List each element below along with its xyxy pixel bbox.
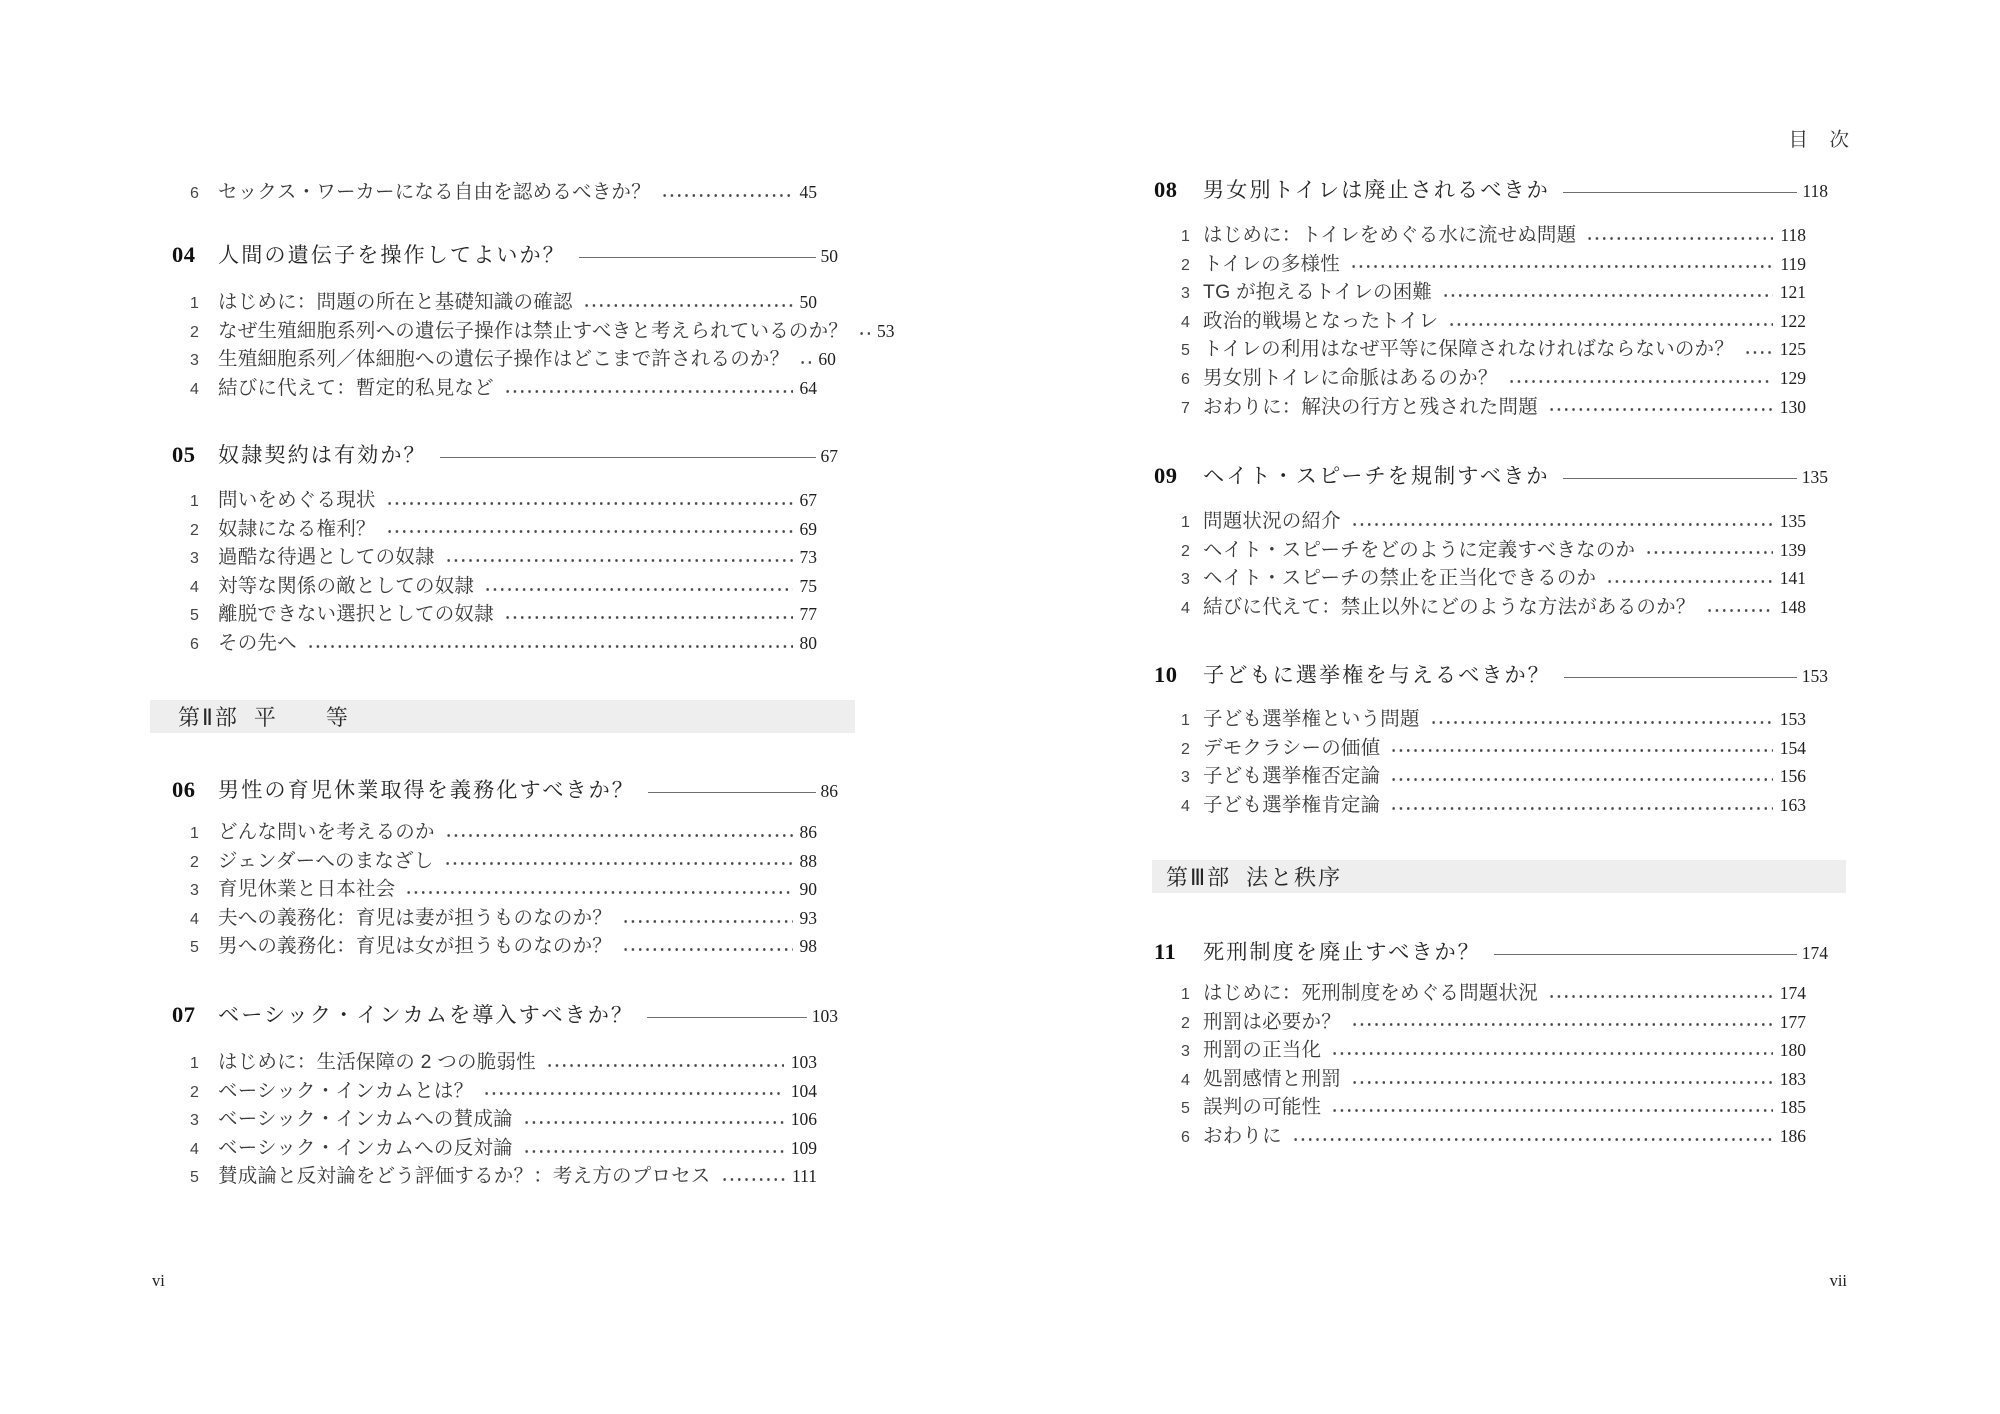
dot-leader (386, 529, 793, 534)
entry-title: ベーシック・インカムへの賛成論 (218, 1108, 513, 1131)
part-heading (1152, 860, 1846, 893)
entry-page: 90 (799, 879, 817, 900)
entry-number: 5 (1181, 1100, 1190, 1118)
chapter-heading (1154, 658, 1828, 692)
chapter-items (172, 818, 838, 961)
chapter-title: 男女別トイレは廃止されるべきか (1203, 179, 1550, 202)
entry-page: 180 (1779, 1040, 1806, 1061)
entry-title: 結びに代えて：暫定的私見など (218, 376, 494, 399)
heading-rule (1563, 192, 1798, 193)
dot-leader (445, 833, 793, 838)
dot-leader (1508, 379, 1773, 384)
toc-entry (172, 178, 838, 207)
entry-title: はじめに：死刑制度をめぐる問題状況 (1203, 982, 1538, 1004)
dot-leader (1390, 777, 1772, 782)
chapter-heading (1154, 459, 1828, 493)
chapter-number: 11 (1154, 939, 1177, 964)
chapter-title: ベーシック・インカムを導入すべきか？ (218, 1004, 635, 1027)
entry-number: 3 (1181, 571, 1190, 589)
toc-entry (1154, 507, 1828, 536)
entry-page: 64 (799, 377, 817, 398)
entry-title: ヘイト・スピーチをどのように定義すべきなのか (1203, 538, 1636, 561)
entry-number: 5 (1181, 342, 1190, 360)
entry-title: 対等な関係の敵としての奴隷 (218, 574, 475, 597)
page-number-left: vi (152, 1271, 165, 1290)
dot-leader (622, 947, 792, 952)
toc-entry (172, 1162, 838, 1191)
entry-title: その先へ (218, 631, 297, 654)
chapter-page: 103 (811, 1006, 838, 1026)
entry-number: 6 (190, 635, 199, 653)
entry-title: 処罰感情と刑罰 (1203, 1067, 1341, 1090)
dot-leader (583, 303, 793, 308)
entry-title: 生殖細胞系列／体細胞への遺伝子操作はどこまで許されるのか？ (218, 348, 790, 371)
entry-title: 夫への義務化：育児は妻が担うものなのか？ (218, 906, 613, 929)
entry-page: 118 (1780, 225, 1806, 245)
dot-leader (1350, 264, 1773, 269)
entry-page: 183 (1779, 1068, 1806, 1089)
chapter-number: 04 (172, 242, 196, 267)
chapter-items (1154, 507, 1828, 621)
entry-title: 過酷な待遇としての奴隷 (218, 546, 435, 569)
entry-page: 111 (792, 1166, 817, 1187)
entry-title: トイレの多様性 (1203, 252, 1340, 275)
entry-number: 5 (190, 1169, 199, 1187)
entry-number: 4 (190, 910, 199, 928)
chapter-items (1154, 221, 1828, 421)
chapter-number: 07 (172, 1002, 196, 1027)
entry-page: 129 (1779, 367, 1806, 388)
entry-page: 75 (799, 575, 817, 596)
dot-leader (1744, 350, 1773, 355)
entry-page: 88 (799, 850, 817, 871)
entry-page: 103 (790, 1052, 817, 1072)
entry-title: 育児休業と日本社会 (218, 878, 396, 901)
dot-leader (307, 644, 793, 649)
entry-title: なぜ生殖細胞系列への遺伝子操作は禁止すべきと考えられているのか？ (218, 319, 849, 342)
chapter-page: 118 (1802, 181, 1828, 201)
dot-leader (1548, 994, 1773, 999)
chapter-heading (172, 438, 838, 472)
entry-title: 刑罰は必要か？ (1203, 1010, 1341, 1033)
part-heading (150, 700, 855, 733)
dot-leader (445, 558, 793, 563)
entry-number: 1 (1181, 986, 1190, 1003)
toc-entry (172, 600, 838, 629)
toc-entry (172, 818, 838, 847)
entry-number: 1 (190, 1055, 199, 1072)
entry-page: 98 (799, 936, 817, 957)
entry-number: 3 (190, 1112, 199, 1130)
entry-title: デモクラシーの価値 (1203, 736, 1381, 759)
entry-title: 政治的戦場となったトイレ (1203, 309, 1439, 332)
entry-page: 69 (799, 518, 817, 539)
entry-title: ベーシック・インカムとは？ (218, 1079, 474, 1102)
entry-number: 3 (190, 352, 199, 370)
entry-page: 153 (1779, 709, 1806, 729)
toc-entry (172, 1105, 838, 1134)
dot-leader (483, 1091, 783, 1096)
entry-number: 2 (190, 1083, 199, 1101)
chapter-page: 67 (820, 446, 838, 466)
chapter-heading (1154, 935, 1828, 969)
entry-number: 4 (1181, 599, 1190, 617)
chapter-page: 135 (1801, 467, 1828, 487)
toc-entry (1154, 734, 1828, 763)
chapter-items (172, 288, 895, 402)
entry-page: 122 (1779, 310, 1806, 331)
entry-title: はじめに：トイレをめぐる水に流せぬ問題 (1203, 224, 1577, 246)
entry-title: 誤判の可能性 (1203, 1096, 1322, 1119)
heading-rule (647, 1017, 807, 1018)
chapter-heading (172, 998, 838, 1032)
entry-title: セックス・ワーカーになる自由を認めるべきか？ (218, 181, 651, 203)
chapter-title: 男性の育児休業取得を義務化すべきか？ (218, 779, 635, 802)
continued-items (172, 178, 838, 207)
entry-number: 3 (190, 882, 199, 900)
entry-number: 1 (190, 295, 199, 312)
entry-number: 5 (190, 607, 199, 625)
toc-entry (1154, 1036, 1828, 1065)
chapter-title: 死刑制度を廃止すべきか？ (1203, 941, 1481, 964)
entry-title: 問いをめぐる現状 (218, 489, 376, 511)
toc-entry (1154, 564, 1828, 593)
entry-number: 3 (1181, 1043, 1190, 1061)
entry-page: 45 (799, 182, 817, 202)
dot-leader (661, 193, 793, 198)
entry-page: 156 (1779, 766, 1806, 787)
chapter-heading (172, 238, 838, 272)
toc-entry (1154, 221, 1828, 250)
entry-title: ジェンダーへのまなざし (218, 849, 434, 872)
chapter-page: 174 (1801, 943, 1828, 963)
entry-page: 53 (877, 320, 895, 341)
toc-entry (172, 543, 838, 572)
chapter-number: 10 (1154, 662, 1178, 687)
entry-page: 139 (1779, 539, 1806, 560)
toc-entry (172, 1048, 838, 1077)
entry-title: 子ども選挙権という問題 (1203, 708, 1420, 730)
chapter-page: 153 (1801, 666, 1828, 686)
chapter-items (172, 486, 838, 658)
entry-page: 154 (1779, 737, 1806, 758)
dot-leader (504, 389, 793, 394)
entry-number: 6 (190, 185, 199, 202)
entry-title: どんな問いを考えるのか (218, 821, 435, 843)
entry-title: TG が抱えるトイレの困難 (1203, 281, 1433, 304)
toc-entry (172, 345, 838, 374)
entry-number: 7 (1181, 399, 1190, 417)
dot-leader (1586, 236, 1773, 241)
entry-title: はじめに：生活保障の 2 つの脆弱性 (218, 1051, 536, 1073)
chapter-title: ヘイト・スピーチを規制すべきか (1203, 465, 1550, 488)
dot-leader (523, 1149, 784, 1154)
toc-entry (1154, 364, 1828, 393)
entry-page: 119 (1780, 253, 1806, 274)
entry-page: 93 (799, 907, 817, 928)
toc-entry (172, 486, 838, 515)
chapter-items (1154, 979, 1828, 1151)
entry-page: 80 (799, 632, 817, 653)
entry-number: 4 (1181, 797, 1190, 815)
entry-number: 4 (1181, 313, 1190, 331)
chapter-number: 08 (1154, 177, 1178, 202)
entry-number: 1 (190, 493, 199, 510)
dot-leader (484, 587, 792, 592)
entry-number: 4 (1181, 1071, 1190, 1089)
toc-entry (172, 572, 838, 601)
toc-entry (1154, 705, 1828, 734)
toc-entry (172, 1077, 838, 1106)
toc-entry (1154, 393, 1828, 422)
heading-rule (1563, 478, 1797, 479)
toc-entry (172, 629, 838, 658)
chapter-items (1154, 705, 1828, 819)
entry-number: 1 (190, 825, 199, 842)
dot-leader (1331, 1108, 1773, 1113)
dot-leader (799, 360, 811, 365)
entry-page: 163 (1779, 794, 1806, 815)
entry-title: おわりに：解決の行方と残された問題 (1203, 395, 1538, 418)
chapter-title: 奴隷契約は有効か？ (218, 444, 427, 467)
entry-title: 賛成論と反対論をどう評価するか？：考え方のプロセス (218, 1165, 711, 1188)
dot-leader (721, 1177, 786, 1182)
toc-entry (172, 288, 838, 317)
dot-leader (1448, 322, 1772, 327)
entry-page: 73 (799, 547, 817, 568)
entry-title: ヘイト・スピーチの禁止を正当化できるのか (1203, 567, 1597, 590)
entry-page: 148 (1779, 596, 1806, 617)
heading-rule (1494, 954, 1797, 955)
toc-entry (1154, 536, 1828, 565)
toc-entry (1154, 250, 1828, 279)
entry-title: 奴隷になる権利？ (218, 517, 376, 540)
entry-number: 2 (190, 323, 199, 341)
entry-number: 2 (1181, 542, 1190, 560)
entry-number: 1 (1181, 228, 1190, 245)
entry-number: 2 (1181, 1014, 1190, 1032)
toc-entry (172, 515, 838, 544)
toc-entry (1154, 593, 1828, 622)
entry-number: 2 (190, 521, 199, 539)
entry-title: 結びに代えて：禁止以外にどのような方法があるのか？ (1203, 595, 1696, 618)
entry-page: 104 (790, 1080, 817, 1101)
entry-title: はじめに：問題の所在と基礎知識の確認 (218, 291, 573, 313)
entry-page: 121 (1779, 282, 1806, 303)
entry-page: 109 (790, 1137, 817, 1158)
entry-page: 177 (1779, 1011, 1806, 1032)
entry-number: 2 (1181, 256, 1190, 274)
entry-page: 135 (1779, 511, 1806, 531)
toc-entry (1154, 278, 1828, 307)
entry-title: 男女別トイレに命脈はあるのか？ (1203, 366, 1498, 389)
dot-leader (444, 861, 793, 866)
chapter-number: 05 (172, 442, 196, 467)
entry-number: 3 (190, 550, 199, 568)
entry-title: おわりに (1203, 1124, 1282, 1147)
toc-entry (1154, 791, 1828, 820)
entry-page: 130 (1779, 396, 1806, 417)
entry-page: 185 (1779, 1097, 1806, 1118)
dot-leader (546, 1063, 784, 1068)
running-head-toc: 目 次 (1788, 129, 1850, 151)
entry-page: 125 (1779, 339, 1806, 360)
heading-rule (648, 792, 816, 793)
entry-page: 106 (790, 1109, 817, 1130)
toc-entry (172, 904, 838, 933)
chapter-page: 86 (820, 781, 838, 801)
chapter-title: 子どもに選挙権を与えるべきか？ (1203, 664, 1551, 687)
entry-number: 1 (1181, 514, 1190, 531)
entry-title: 離脱できない選択としての奴隷 (218, 603, 494, 626)
dot-leader (405, 890, 792, 895)
entry-page: 86 (799, 822, 817, 842)
entry-number: 2 (190, 853, 199, 871)
toc-entry (1154, 1065, 1828, 1094)
toc-entry (1154, 335, 1828, 364)
dot-leader (1645, 550, 1773, 555)
toc-entry (172, 1134, 838, 1163)
entry-number: 6 (1181, 370, 1190, 388)
entry-title: トイレの利用はなぜ平等に保障されなければならないのか？ (1203, 338, 1734, 361)
entry-page: 186 (1779, 1125, 1806, 1146)
dot-leader (1430, 720, 1773, 725)
dot-leader (523, 1120, 784, 1125)
toc-entry (1154, 307, 1828, 336)
chapter-number: 09 (1154, 463, 1178, 488)
entry-page: 141 (1779, 568, 1806, 589)
entry-number: 3 (1181, 769, 1190, 787)
entry-title: 子ども選挙権肯定論 (1203, 793, 1381, 816)
dot-leader (1442, 293, 1773, 298)
dot-leader (858, 331, 870, 336)
entry-number: 3 (1181, 285, 1190, 303)
entry-number: 4 (190, 578, 199, 596)
part-number: 第Ⅱ部 (178, 705, 239, 730)
dot-leader (1351, 1022, 1773, 1027)
toc-entry (172, 932, 838, 961)
heading-rule (440, 457, 816, 458)
toc-entry (1154, 1122, 1828, 1151)
dot-leader (386, 501, 793, 506)
heading-rule (579, 257, 816, 258)
entry-number: 4 (190, 1140, 199, 1158)
dot-leader (1606, 579, 1773, 584)
toc-entry (1154, 979, 1828, 1008)
dot-leader (1390, 748, 1772, 753)
toc-entry (1154, 762, 1828, 791)
dot-leader (1706, 608, 1773, 613)
entry-page: 67 (799, 490, 817, 510)
dot-leader (1548, 407, 1773, 412)
page-number-right: vii (1829, 1271, 1847, 1290)
dot-leader (1351, 1080, 1773, 1085)
chapter-page: 50 (820, 246, 838, 266)
chapter-number: 06 (172, 777, 196, 802)
dot-leader (1331, 1051, 1773, 1056)
toc-entry (1154, 1008, 1828, 1037)
dot-leader (1351, 522, 1773, 527)
toc-entry (172, 875, 838, 904)
entry-page: 60 (818, 349, 836, 370)
entry-number: 6 (1181, 1128, 1190, 1146)
toc-entry (172, 374, 838, 403)
entry-title: 刑罰の正当化 (1203, 1039, 1322, 1062)
toc-entry (172, 847, 838, 876)
chapter-heading (172, 773, 838, 807)
entry-page: 50 (799, 292, 817, 312)
chapter-items (172, 1048, 838, 1191)
entry-page: 77 (799, 604, 817, 625)
toc-entry (1154, 1093, 1828, 1122)
entry-number: 4 (190, 380, 199, 398)
dot-leader (1292, 1137, 1773, 1142)
heading-rule (1564, 677, 1797, 678)
entry-title: 問題状況の紹介 (1203, 510, 1341, 532)
part-title: 法と秩序 (1246, 865, 1343, 890)
dot-leader (1390, 806, 1772, 811)
dot-leader (504, 615, 793, 620)
chapter-heading (1154, 173, 1828, 207)
toc-entry (172, 317, 895, 346)
chapter-title: 人間の遺伝子を操作してよいか？ (218, 244, 566, 267)
entry-title: 男への義務化：育児は女が担うものなのか？ (218, 935, 613, 958)
entry-number: 5 (190, 939, 199, 957)
part-number: 第Ⅲ部 (1166, 865, 1232, 890)
entry-number: 1 (1181, 712, 1190, 729)
entry-page: 174 (1779, 983, 1806, 1003)
entry-number: 2 (1181, 740, 1190, 758)
dot-leader (622, 919, 792, 924)
entry-title: 子ども選挙権否定論 (1203, 765, 1381, 788)
entry-title: ベーシック・インカムへの反対論 (218, 1136, 513, 1159)
part-title: 平 等 (253, 705, 350, 730)
